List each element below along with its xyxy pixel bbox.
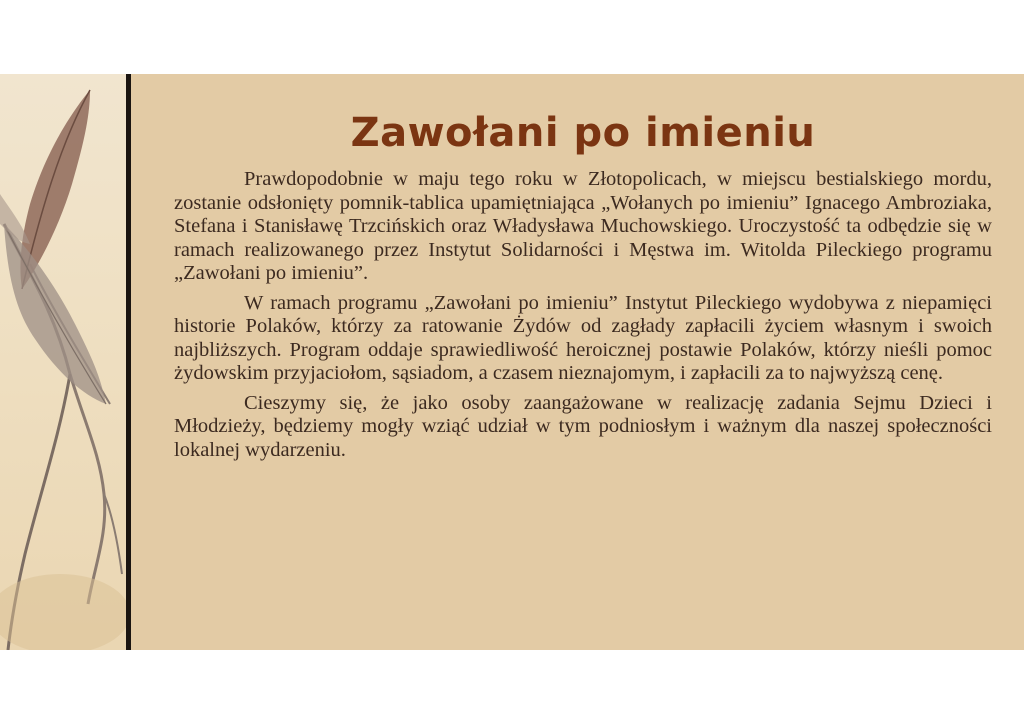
paragraph-2: W ramach programu „Zawołani po imieniu” Instytut Pileckiego wydobywa z niepamięci historie Polaków, którzy za ratowanie Żydów od zagłady zapłacili życiem własnym i swoich najbliższych. Program oddaje sprawiedliwość heroicznej postawie Polaków, którzy nieśli pomoc żydowskim przyjaciołom, sąsiadom, a czasem nieznajomym, i zapłacili za to najwyższą cenę. bbox=[174, 291, 992, 384]
paragraph-3: Cieszymy się, że jako osoby zaangażowane w realizację zadania Sejmu Dzieci i Młodzieży, będziemy mogły wziąć udział w tym podniosłym i ważnym dla naszej społeczności lokalnej wydarzeniu. bbox=[174, 391, 992, 461]
slide bbox=[0, 74, 1024, 650]
slide-title: Zawołani po imieniu bbox=[350, 110, 816, 156]
dried-leaves-icon bbox=[0, 74, 126, 650]
vertical-divider bbox=[126, 74, 131, 650]
slide-content bbox=[174, 110, 992, 468]
decorative-leaf-panel bbox=[0, 74, 126, 650]
paragraph-1: Prawdopodobnie w maju tego roku w Złotopolicach, w miejscu bestialskiego mordu, zostanie odsłonięty pomnik-tablica upamiętniająca „Wołanych po imieniu” Ignacego Ambroziaka, Stefana i Stanisławę Trzcińskich oraz Władysława Muchowskiego. Uroczystość ta odbędzie się w ramach realizowanego przez Instytut Solidarności i Męstwa im. Witolda Pileckiego programu „Zawołani po imieniu”. bbox=[174, 168, 992, 284]
